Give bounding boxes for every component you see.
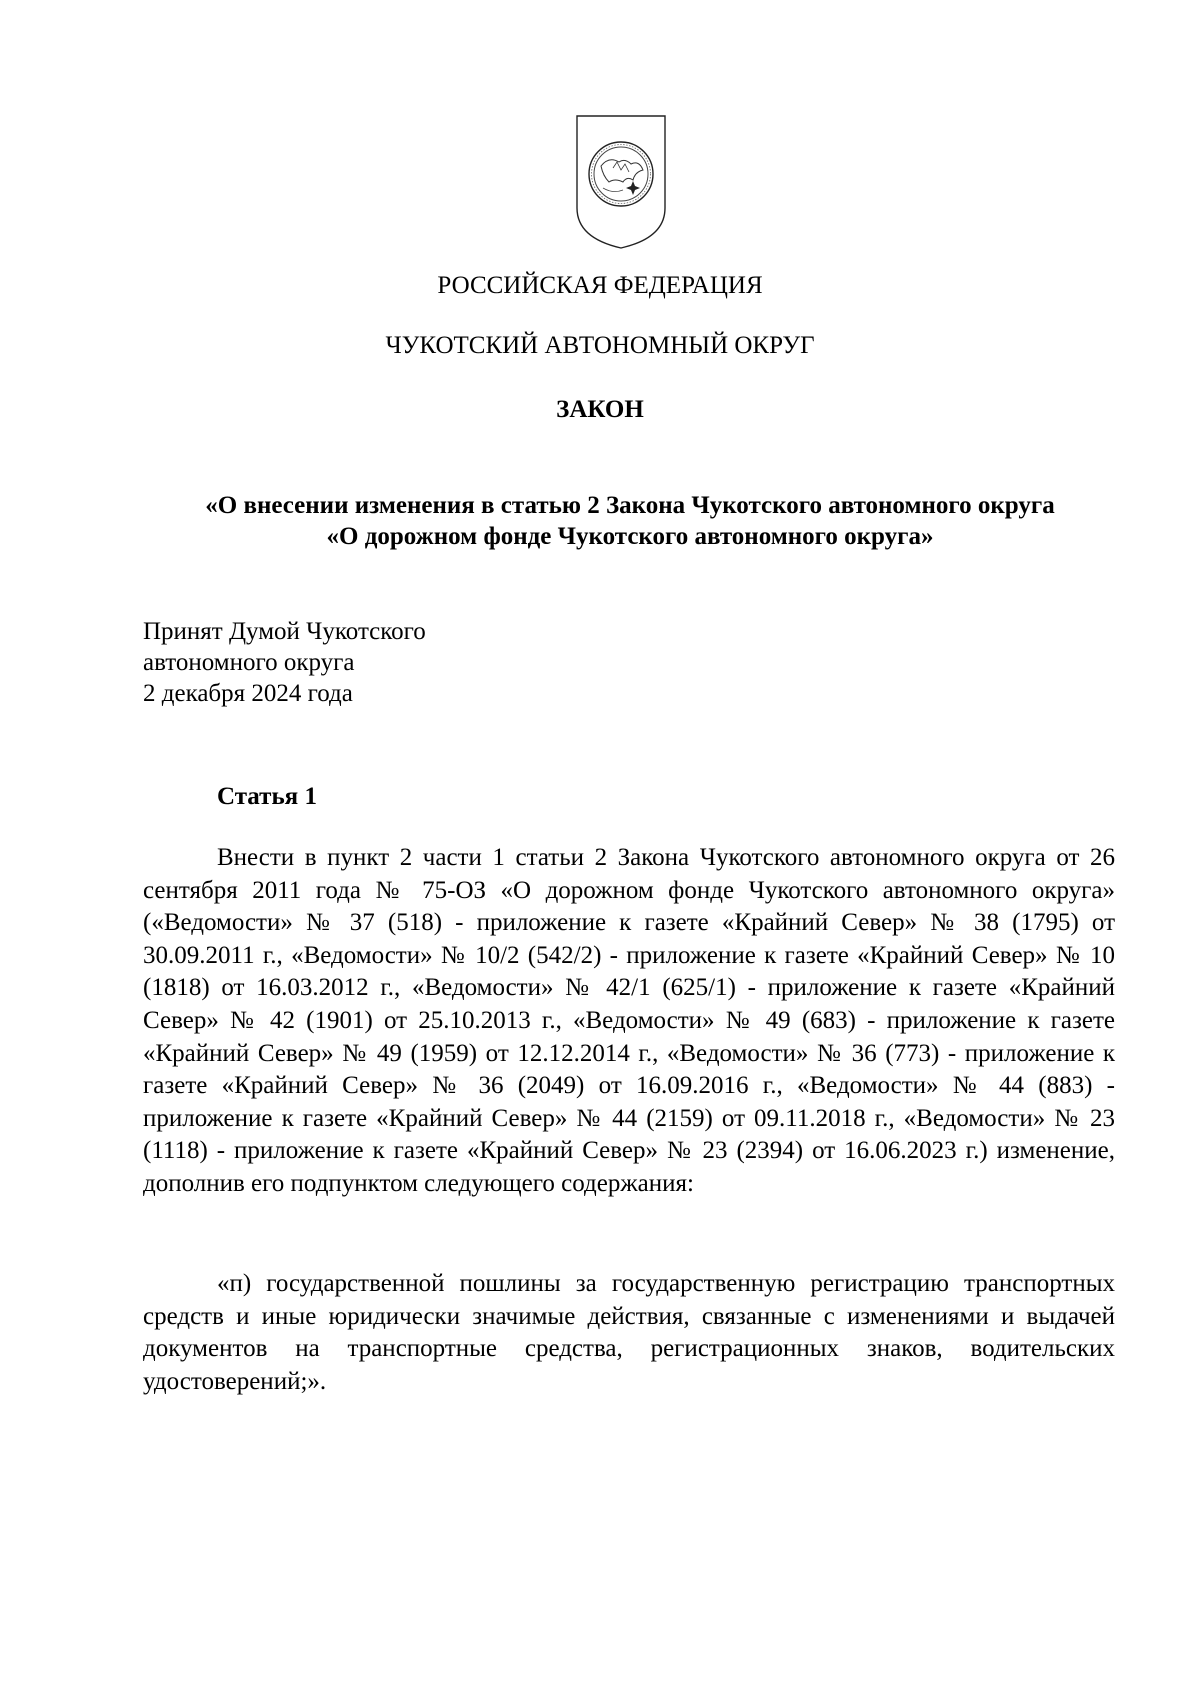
article-paragraph-1: Внести в пункт 2 части 1 статьи 2 Закона Чукотского автономного округа от 26 сентября 2011 года № 75-ОЗ «О дорожном фонде Чукотского автономного округа» («Ведомости» № 37 (518) - приложение к газете «Крайний Север» № 38 (1795) от 30.09.2011 г., «Ведомости» № 10/2 (542/2) - приложение к газете «Крайний Север» № 10 (1818) от 16.03.2012 г., «Ведомости» № 42/1 (625/1) - приложение к газете «Крайний Север» № 42 (1901) от 25.10.2013 г., «Ведомости» № 49 (683) - приложение к газете «Крайний Север» № 49 (1959) от 12.12.2014 г., «Ведомости» № 36 (773) - приложение к газете «Крайний Север» № 36 (2049) от 16.09.2016 г., «Ведомости» № 44 (883) - приложение к газете «Крайний Север» № 44 (2159) от 09.11.2018 г., «Ведомости» № 23 (1118) - приложение к газете «Крайний Север» № 23 (2394) от 16.06.2023 г.) изменение, дополнив его подпунктом следующего содержания: — [143, 844, 1115, 1197]
region-heading: ЧУКОТСКИЙ АВТОНОМНЫЙ ОКРУГ — [385, 332, 815, 359]
adoption-date: 2 декабря 2024 года — [143, 680, 353, 707]
coat-of-arms-icon — [573, 112, 669, 252]
law-title-line-1: «О внесении изменения в статью 2 Закона Чукотского автономного округа — [205, 492, 1055, 519]
article-paragraph-2: «п) государственной пошлины за государственную регистрацию транспортных средств и иные юридически значимые действия, связанные с изменениями и выдачей документов на транспортные средства, регистрационных знаков, водительских удостоверений;». — [143, 1270, 1115, 1395]
adoption-line-2: автономного округа — [143, 649, 355, 676]
adoption-line-1: Принят Думой Чукотского — [143, 618, 426, 645]
adoption-block — [143, 616, 426, 709]
document-type: ЗАКОН — [556, 396, 644, 423]
country-heading: РОССИЙСКАЯ ФЕДЕРАЦИЯ — [437, 272, 763, 299]
law-title-line-2: «О дорожном фонде Чукотского автономного округа» — [326, 523, 934, 550]
law-title — [140, 490, 1120, 552]
article-heading: Статья 1 — [217, 783, 317, 810]
